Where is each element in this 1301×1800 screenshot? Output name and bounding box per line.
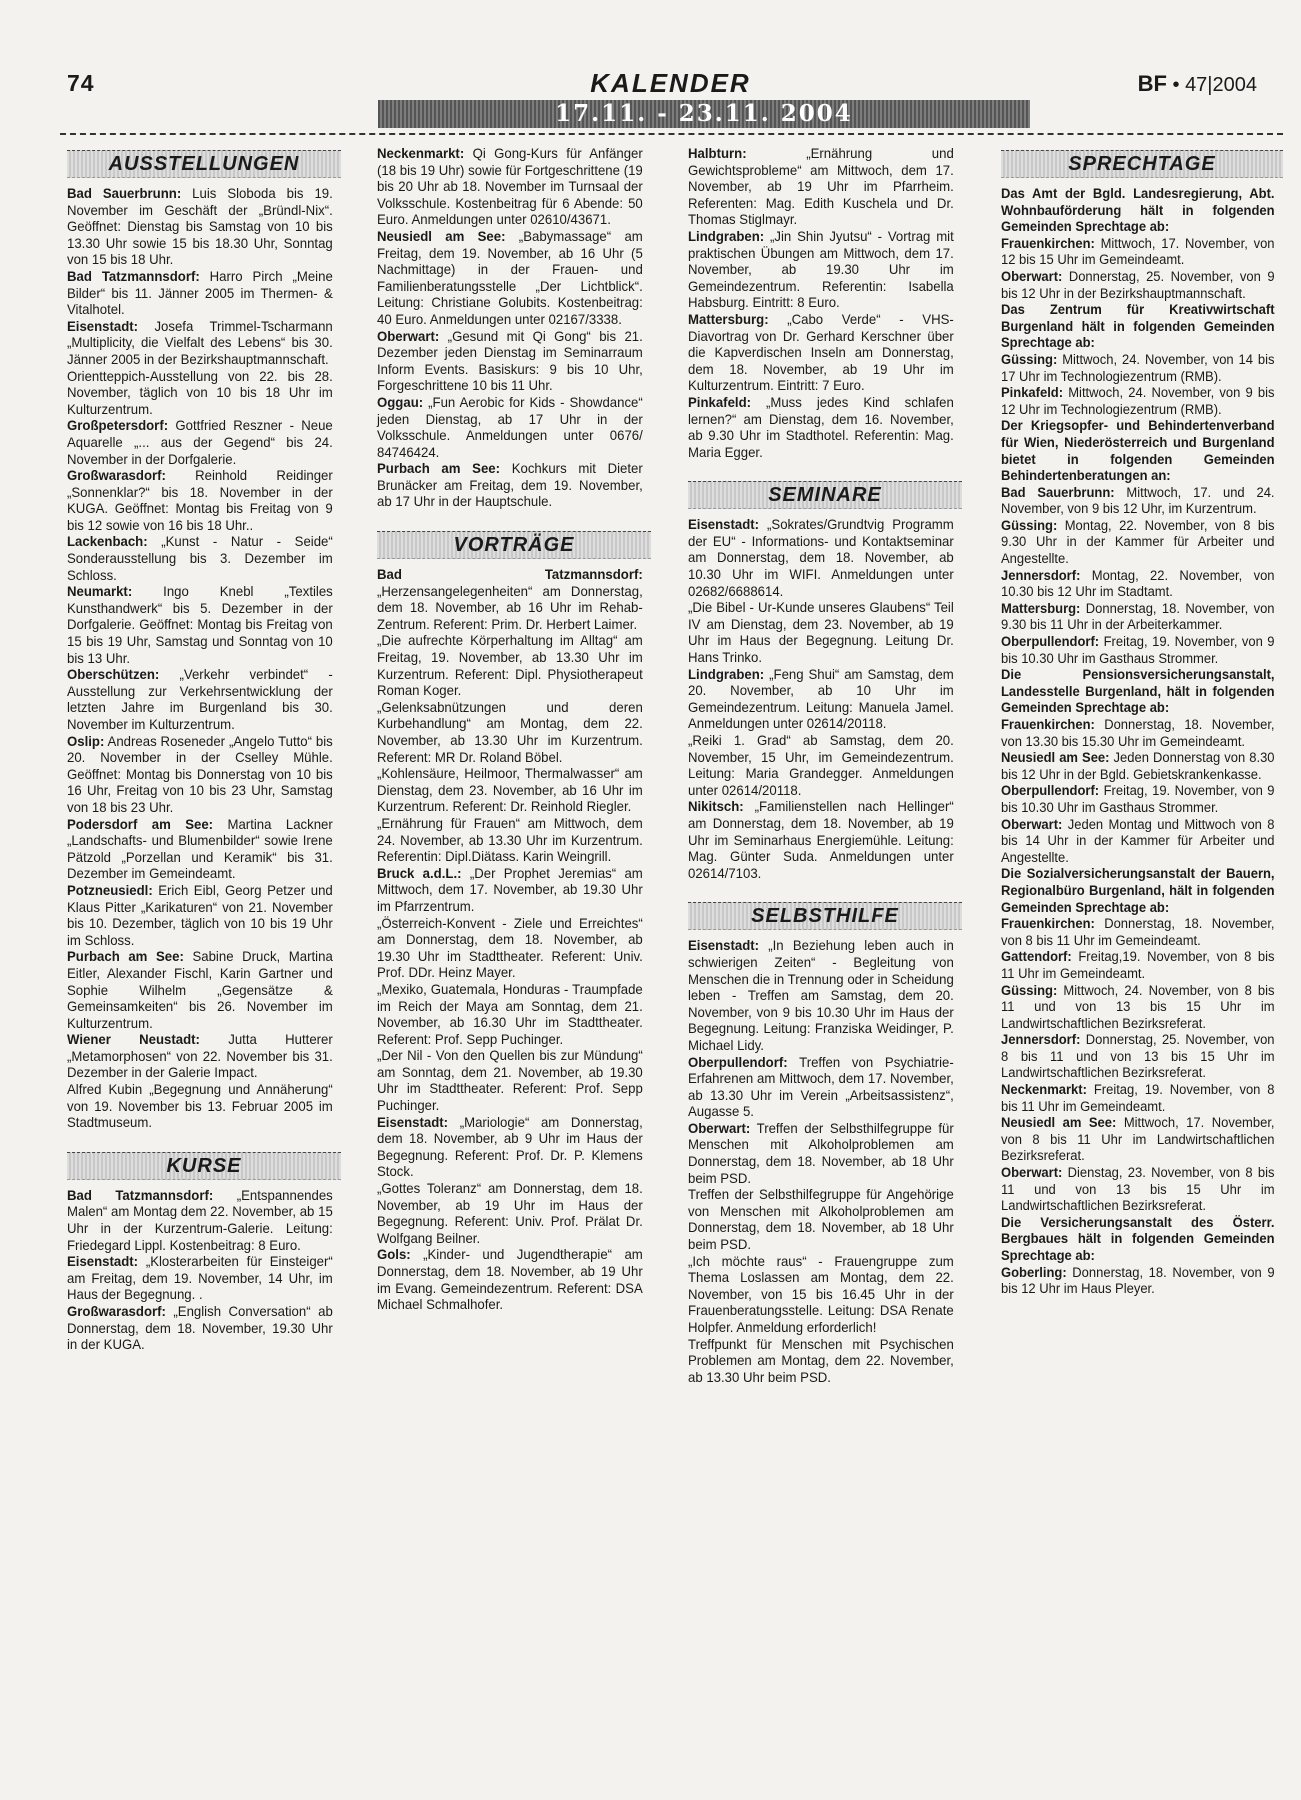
sprechtage-entry — [1001, 667, 1275, 717]
entry-place: Goberling: — [1001, 1264, 1067, 1280]
column-4 — [1001, 146, 1283, 1298]
entry-intro: Der Kriegsopfer- und Behindertenverband für Wien, Niederösterreich und Burgenland bietet in folgenden Gemeinden Behindertenberatungen an: — [1001, 418, 1275, 484]
entry-text: „Sokrates/Grundtvig Programm der EU“ - Informations- und Kontaktseminar am Donnerstag, dem 18. November, ab 10.30 Uhr im WIFI. Anmeldungen unter 02682/6688614. — [688, 517, 954, 599]
entry-place: Pinkafeld: — [1001, 385, 1064, 401]
vortraege-entry — [377, 700, 643, 766]
ausstellungen-entry — [67, 1032, 333, 1082]
selbsthilfe-entry — [688, 1187, 954, 1253]
vortraege-entry — [377, 982, 643, 1048]
entry-text: „Kinder- und Jugendtherapie“ am Donnerstag, dem 18. November, ab 19 Uhr im Evang. Gemeindezentrum. Referent: DSA Michael Schmalhofer. — [377, 1247, 643, 1313]
entry-text: Donnerstag, 18. November, von 9 bis 12 Uhr im Haus Pleyer. — [1001, 1264, 1275, 1297]
sprechtage-entry — [1001, 634, 1275, 667]
entry-text: Freitag, 19. November, von 9 bis 10.30 Uhr im Gasthaus Strommer. — [1001, 634, 1275, 666]
sprechtage-entry — [1001, 352, 1275, 385]
kurse-entry — [67, 1188, 333, 1254]
entry-text: Harro Pirch „Meine Bilder“ bis 11. Jänner 2005 im Thermen- & Vitalhotel. — [67, 268, 333, 318]
entry-place: Eisenstadt: — [688, 938, 760, 954]
entry-text: „Gottes Toleranz“ am Donnerstag, dem 18. November, ab 19 Uhr im Haus der Begegnung. Referent: Univ. Prof. Prälat Dr. Wolfgang Beilner. — [377, 1181, 643, 1246]
ausstellungen-entry — [67, 949, 333, 1032]
vortraege-entry — [377, 1247, 643, 1313]
entry-intro: Die Sozialversicherungsanstalt der Bauern, Regionalbüro Burgenland, hält in folgenden Gemeinden Sprechtage ab: — [1001, 866, 1275, 915]
sprechtage-entry — [1001, 983, 1275, 1033]
section-title-ausstellungen: AUSSTELLUNGEN — [67, 150, 341, 178]
vortraege-entry — [377, 1181, 643, 1247]
entry-place: Potzneusiedl: — [67, 882, 153, 898]
entry-place: Oberpullendorf: — [688, 1054, 788, 1070]
entry-place: Eisenstadt: — [377, 1114, 449, 1130]
entry-place: Lindgraben: — [688, 666, 765, 682]
kurse-entry — [377, 461, 643, 511]
entry-intro: Das Amt der Bgld. Landesregierung, Abt. Wohnbauförderung hält in folgenden Gemeinden Sprechtage ab: — [1001, 186, 1275, 235]
entry-place: Oberpullendorf: — [1001, 634, 1100, 650]
entry-place: Bad Tatzmannsdorf: — [377, 567, 643, 583]
entry-text: „Ich möchte raus“ - Frauengruppe zum Thema Loslassen am Montag, dem 22. November, von 15 bis 16.45 Uhr in der Frauenberatungsstelle. Leitung: DSA Renate Holpfer. Anmeldung erforderlich! — [688, 1253, 954, 1335]
entry-text: Mittwoch, 17. und 24. November, von 9 bis 12 Uhr, im Kurzentrum. — [1001, 484, 1275, 517]
ausstellungen-entry — [67, 667, 333, 733]
page-number: 74 — [67, 70, 95, 96]
entry-text: Gottfried Reszner - Neue Aquarelle „... aus der Gegend“ bis 24. November in der Dorfgalerie. — [67, 418, 333, 467]
vortraege-entry — [377, 816, 643, 866]
entry-place: Oberpullendorf: — [1001, 783, 1100, 799]
entry-text: Donnerstag, 25. November, von 8 bis 11 und von 13 bis 15 Uhr im Landwirtschaftlichen Bezirksreferat. — [1001, 1032, 1275, 1081]
column-1 — [67, 146, 341, 1354]
kurse-entry — [377, 395, 643, 461]
entry-text: „Feng Shui“ am Samstag, dem 20. November, ab 10 Uhr im Gemeindezentrum. Leitung: Manuela Jamel. Anmeldungen unter 02614/20118. — [688, 666, 954, 732]
entry-text: Treffen von Psychiatrie-Erfahrenen am Mittwoch, dem 17. November, ab 13.30 Uhr im Verein „Arbeitsassistenz“, Augasse 5. — [688, 1054, 954, 1120]
kurse-entry — [67, 1254, 333, 1304]
sprechtage-entry — [1001, 949, 1275, 982]
entry-text: Alfred Kubin „Begegnung und Annäherung“ von 19. November bis 13. Februar 2005 im Stadtmuseum. — [67, 1082, 333, 1131]
entry-text: „Mariologie“ am Donnerstag, dem 18. November, ab 9 Uhr im Haus der Begegnung. Referent: Prof. Dr. P. Klemens Stock. — [377, 1114, 643, 1180]
entry-text: „Die Bibel - Ur-Kunde unseres Glaubens“ Teil IV am Dienstag, dem 23. November, ab 19 Uhr im Haus der Begegnung. Leitung Dr. Hans Trinko. — [688, 600, 954, 666]
sprechtage-entry — [1001, 518, 1275, 568]
ausstellungen-entry — [67, 883, 333, 949]
section-gap — [67, 1132, 341, 1148]
entry-place: Purbach am See: — [377, 461, 501, 477]
section-title-selbsthilfe: SELBSTHILFE — [688, 902, 962, 930]
entry-place: Güssing: — [1001, 982, 1058, 998]
entry-text: „Entspannendes Malen“ am Montag dem 22. November, ab 15 Uhr in der Kurzentrum-Galerie. Leitung: Friedegard Lippl. Kostenbeitrag: 8 Euro. — [67, 1187, 333, 1253]
entry-place: Neckenmarkt: — [377, 146, 465, 161]
vortraege-entry — [377, 866, 643, 916]
entry-place: Güssing: — [1001, 351, 1058, 367]
sprechtage-entry — [1001, 717, 1275, 750]
entry-place: Oberwart: — [1001, 1165, 1063, 1181]
entry-intro: Die Versicherungsanstalt des Österr. Bergbaues hält in folgenden Gemeinden Sprechtage ab: — [1001, 1214, 1275, 1263]
ausstellungen-entry — [67, 584, 333, 667]
entry-place: Oggau: — [377, 394, 424, 410]
entry-place: Oberwart: — [1001, 268, 1063, 284]
entry-text: „Klosterarbeiten für Einsteiger“ am Freitag, dem 19. November, 14 Uhr, im Haus der Begegnung. . — [67, 1254, 333, 1303]
seminare-entry — [688, 667, 954, 733]
entry-place: Oberwart: — [688, 1120, 751, 1136]
entry-text: „Ernährung und Gewichtsprobleme“ am Mittwoch, dem 17. November, ab 19 Uhr im Pfarrheim. Referenten: Mag. Edith Kuschela und Dr. Thomas Stiglmayr. — [688, 146, 954, 228]
entry-text: „Muss jedes Kind schlafen lernen?“ am Dienstag, dem 16. November, ab 9.30 Uhr im Stadthotel. Referentin: Mag. Maria Egger. — [688, 394, 954, 460]
sprechtage-entry — [1001, 601, 1275, 634]
sprechtage-entry — [1001, 302, 1275, 352]
seminare-entry — [688, 799, 954, 882]
section-gap — [688, 882, 962, 898]
entry-text: Mittwoch, 17. November, von 12 bis 15 Uhr im Gemeindeamt. — [1001, 235, 1275, 268]
entry-text: Treffpunkt für Menschen mit Psychischen Problemen am Montag, dem 22. November, ab 13.30 Uhr beim PSD. — [688, 1336, 954, 1385]
entry-place: Großwarasdorf: — [67, 1304, 166, 1319]
sprechtage-entry — [1001, 866, 1275, 916]
entry-text: Donnerstag, 25. November, von 9 bis 12 Uhr in der Bezirkshauptmannschaft. — [1001, 268, 1275, 301]
vortraege-entry — [377, 567, 643, 633]
brand-logo: BF — [1137, 71, 1167, 96]
entry-text: Freitag,19. November, von 8 bis 11 Uhr im Gemeindeamt. — [1001, 949, 1275, 981]
entry-place: Jennersdorf: — [1001, 567, 1081, 583]
sprechtage-entry — [1001, 269, 1275, 302]
vortraege-entry — [377, 766, 643, 816]
entry-place: Bad Sauerbrunn: — [67, 186, 182, 201]
entry-text: Erich Eibl, Georg Petzer und Klaus Pitter „Karikaturen“ von 21. November bis 10. Dezember, täglich von 10 bis 19 Uhr im Schloss. — [67, 882, 333, 948]
entry-place: Eisenstadt: — [67, 318, 139, 334]
seminare-entry — [688, 517, 954, 600]
ausstellungen-entry — [67, 418, 333, 468]
entry-place: Bad Sauerbrunn: — [1001, 484, 1115, 500]
entry-text: „Der Nil - Von den Quellen bis zur Mündung“ am Sonntag, dem 21. November, ab 19.30 Uhr im Stadttheater. Referent: Prof. Sepp Puchinger. — [377, 1048, 643, 1114]
entry-place: Lackenbach: — [67, 534, 148, 550]
entry-place: Bad Tatzmannsdorf: — [67, 1187, 214, 1203]
entry-place: Eisenstadt: — [688, 517, 760, 533]
entry-text: „Jin Shin Jyutsu“ - Vortrag mit praktischen Übungen am Mittwoch, dem 17. November, ab 19.30 Uhr im Gemeindezentrum. Referentin: Isabella Habsburg. Eintritt: 8 Euro. — [688, 228, 954, 311]
ausstellungen-entry — [67, 319, 333, 369]
entry-intro: Die Pensionsversicherungsanstalt, Landesstelle Burgenland, hält in folgenden Gemeinden Sprechtage ab: — [1001, 667, 1275, 716]
sprechtage-entry — [1001, 817, 1275, 867]
entry-text: Mittwoch, 24. November, von 8 bis 11 und von 13 bis 15 Uhr im Landwirtschaftlichen Bezirksreferat. — [1001, 982, 1275, 1031]
entry-place: Frauenkirchen: — [1001, 235, 1095, 251]
entry-text: „Kohlensäure, Heilmoor, Thermalwasser“ am Dienstag, dem 23. November, ab 16 Uhr im Kurzentrum. Referent: Dr. Reinhold Riegler. — [377, 766, 643, 815]
ausstellungen-entry — [67, 468, 333, 534]
entry-place: Gols: — [377, 1247, 411, 1263]
entry-text: Treffen der Selbsthilfegruppe für Menschen mit Alkoholproblemen am Donnerstag, dem 18. November, ab 18 Uhr beim PSD. — [688, 1120, 954, 1186]
entry-place: Jennersdorf: — [1001, 1032, 1081, 1048]
entry-text: „Babymassage“ am Freitag, dem 19. November, ab 16 Uhr (5 Nachmittage) in der Frauen- und Familienberatungsstelle „Der Lichtblick“. Leitung: Christiane Golubits. Kostenbeitrag: 40 Euro. Anmeldungen unter 02167/3338. — [377, 228, 643, 327]
entry-place: Frauenkirchen: — [1001, 916, 1095, 932]
entry-text: „Österreich-Konvent - Ziele und Erreichtes“ am Donnerstag, dem 18. November, ab 19.30 Uhr im Stadttheater. Referent: Univ. Prof. DDr. Heinz Mayer. — [377, 915, 643, 981]
selbsthilfe-entry — [688, 938, 954, 1054]
sprechtage-entry — [1001, 418, 1275, 484]
entry-place: Güssing: — [1001, 517, 1058, 533]
sprechtage-entry — [1001, 750, 1275, 783]
entry-text: Ingo Knebl „Textiles Kunsthandwerk“ bis 5. Dezember in der Dorfgalerie. Geöffnet: Montag bis Freitag von 15 bis 19 Uhr, Samstag und Sonntag von 10 bis 13 Uhr. — [67, 584, 333, 666]
entry-text: Freitag, 19. November, von 9 bis 10.30 Uhr im Gasthaus Strommer. — [1001, 783, 1275, 815]
sprechtage-entry — [1001, 485, 1275, 518]
ausstellungen-entry — [67, 269, 333, 319]
entry-place: Oberschützen: — [67, 667, 160, 683]
ausstellungen-entry — [67, 186, 333, 269]
section-gap — [377, 511, 651, 527]
column-2 — [377, 146, 651, 1314]
kurse-entry — [377, 229, 643, 329]
entry-text: „Fun Aerobic for Kids - Showdance“ jeden Dienstag, ab 17 Uhr in der Volksschule. Anmeldungen unter 0676/ 84746424. — [377, 394, 643, 460]
ausstellungen-entry — [67, 817, 333, 883]
entry-place: Neumarkt: — [67, 584, 133, 600]
entry-text: „Ernährung für Frauen“ am Mittwoch, dem 24. November, ab 13.30 Uhr im Kurzentrum. Referentin: Dipl.Diätass. Karin Weingrill. — [377, 815, 643, 865]
entry-place: Oslip: — [67, 733, 105, 749]
selbsthilfe-entry — [688, 1121, 954, 1187]
vortraege-entry — [377, 1048, 643, 1114]
sprechtage-entry — [1001, 1032, 1275, 1082]
entry-text: „Gelenksabnützungen und deren Kurbehandlung“ am Montag, dem 22. November, ab 13.30 Uhr im Kurzentrum. Referent: MR Dr. Roland Böbel. — [377, 699, 643, 765]
entry-text: Jeden Donnerstag von 8.30 bis 12 Uhr in der Bgld. Gebietskrankenkasse. — [1001, 750, 1275, 782]
section-title-vortraege: VORTRÄGE — [377, 531, 651, 559]
selbsthilfe-entry — [688, 1055, 954, 1121]
entry-text: Qi Gong-Kurs für Anfänger (18 bis 19 Uhr) sowie für Fortgeschrittene (19 bis 20 Uhr ab 18. November im Turnsaal der Volksschule. Kostenbeitrag für 6 Abende: 50 Euro. Anmeldungen unter 02610/43671. — [377, 146, 643, 228]
entry-text: Montag, 22. November, von 8 bis 9.30 Uhr in der Kammer für Arbeiter und Angestellte. — [1001, 517, 1275, 567]
entry-text: Mittwoch, 24. November, von 9 bis 12 Uhr im Technologiezentrum (RMB). — [1001, 385, 1275, 417]
entry-text: „Mexiko, Guatemala, Honduras - Traumpfade im Reich der Maya am Sonntag, dem 21. November, ab 16.30 Uhr im Stadttheater. Referent: Prof. Sepp Puchinger. — [377, 981, 643, 1047]
entry-text: „In Beziehung leben auch in schwierigen Zeiten“ - Begleitung von Menschen die in Trennung oder in Scheidung leben - Treffen am Samstag, dem 20. November, von 9 bis 10.30 Uhr im Haus der Begegnung. Leitung: Franziska Weidinger, P. Michael Lidy. — [688, 938, 954, 1053]
entry-text: „Die aufrechte Körperhaltung im Alltag“ am Freitag, 19. November, ab 13.30 Uhr im Kurzentrum. Referent: Dipl. Physiotherapeut Roman Koger. — [377, 633, 643, 699]
entry-text: Andreas Roseneder „Angelo Tutto“ bis 20. November in der Cselley Mühle. Geöffnet: Montag bis Donnerstag von 10 bis 16 Uhr, Freitag von 10 bis 23 Uhr, Samstag von 18 bis 23 Uhr. — [67, 733, 333, 815]
entry-text: „Gesund mit Qi Gong“ bis 21. Dezember jeden Dienstag im Seminarraum Inform Events. Basiskurs: 9 bis 10 Uhr, Forgeschrittene 10 bis 11 Uhr. — [377, 328, 643, 394]
entry-text: Josefa Trimmel-Tscharmann „Multiplicity, die Vielfalt des Lebens“ bis 30. Jänner 2005 in der Bezirkshauptmannschaft. — [67, 318, 333, 367]
sprechtage-entry — [1001, 1165, 1275, 1215]
selbsthilfe-entry — [688, 1254, 954, 1337]
sprechtage-entry — [1001, 568, 1275, 601]
entry-text: Kochkurs mit Dieter Brunäcker am Freitag, dem 19. November, ab 17 Uhr in der Hauptschule. — [377, 461, 643, 510]
entry-text: Mittwoch, 24. November, von 14 bis 17 Uhr im Technologiezentrum (RMB). — [1001, 351, 1275, 384]
entry-text: „Kunst - Natur - Seide“ Sonderausstellung bis 3. Dezember im Schloss. — [67, 534, 333, 583]
entry-place: Neusiedl am See: — [1001, 750, 1110, 766]
vortraege-entry — [688, 229, 954, 312]
sprechtage-entry — [1001, 186, 1275, 236]
entry-text: Donnerstag, 18. November, von 13.30 bis 15.30 Uhr im Gemeindeamt. — [1001, 717, 1275, 749]
entry-place: Purbach am See: — [67, 949, 184, 965]
sprechtage-entry — [1001, 236, 1275, 269]
entry-text: Freitag, 19. November, von 8 bis 11 Uhr im Gemeindeamt. — [1001, 1082, 1275, 1114]
entry-text: Mittwoch, 17. November, von 8 bis 11 Uhr im Landwirtschaftlichen Bezirksreferat. — [1001, 1115, 1275, 1164]
entry-text: Jutta Hutterer „Metamorphosen“ von 22. November bis 31. Dezember in der Galerie Impact. — [67, 1032, 333, 1081]
vortraege-entry — [377, 916, 643, 982]
seminare-entry — [688, 733, 954, 799]
ausstellungen-entry — [67, 1082, 333, 1132]
section-title-seminare: SEMINARE — [688, 481, 962, 509]
page-header — [60, 62, 1281, 130]
entry-text: Montag, 22. November, von 10.30 bis 12 Uhr im Stadtamt. — [1001, 567, 1275, 600]
kurse-entry — [377, 329, 643, 395]
vortraege-entry — [377, 1115, 643, 1181]
entry-text: Dienstag, 23. November, von 8 bis 11 und von 13 bis 15 Uhr im Landwirtschaftlichen Bezirksreferat. — [1001, 1165, 1275, 1214]
entry-place: Gattendorf: — [1001, 949, 1072, 965]
entry-text: „Der Prophet Jeremias“ am Mittwoch, dem 17. November, ab 19.30 Uhr im Pfarrzentrum. — [377, 865, 643, 914]
ausstellungen-entry — [67, 734, 333, 817]
sprechtage-entry — [1001, 1115, 1275, 1165]
entry-text: Sabine Druck, Martina Eitler, Alexander Fischl, Karin Gartner und Sophie Wilhelm „Gegensätze & Gemeinsamkeiten“ bis 26. November im Kulturzentrum. — [67, 949, 333, 1031]
section-gap — [688, 461, 962, 477]
sprechtage-entry — [1001, 1215, 1275, 1265]
sprechtage-entry — [1001, 385, 1275, 418]
entry-place: Halbturn: — [688, 146, 747, 161]
entry-place: Großpetersdorf: — [67, 418, 169, 434]
entry-place: Eisenstadt: — [67, 1254, 139, 1270]
entry-text: Reinhold Reidinger „Sonnenklar?“ bis 18. November in der KUGA. Geöffnet: Montag bis Freitag von 9 bis 12 sowie von 16 bis 18 Uhr.. — [67, 468, 333, 533]
entry-place: Großwarasdorf: — [67, 468, 166, 484]
entry-text: „Reiki 1. Grad“ ab Samstag, dem 20. November, 15 Uhr, im Gemeindezentrum. Leitung: Maria Grandegger. Anmeldungen unter 02614/20118. — [688, 733, 954, 798]
sprechtage-entry — [1001, 783, 1275, 816]
issue-number: 47|2004 — [1185, 74, 1257, 96]
publication-brand: BF • 47|2004 — [1137, 71, 1257, 96]
entry-place: Wiener Neustadt: — [67, 1032, 200, 1048]
vortraege-entry — [688, 395, 954, 461]
entry-place: Mattersburg: — [1001, 600, 1081, 616]
entry-text: „English Conversation“ ab Donnerstag, dem 18. November, 19.30 Uhr in der KUGA. — [67, 1304, 333, 1353]
section-title-sprechtage: SPRECHTAGE — [1001, 150, 1283, 178]
entry-place: Lindgraben: — [688, 228, 765, 244]
entry-place: Neusiedl am See: — [377, 228, 506, 244]
vortraege-entry — [688, 312, 954, 395]
selbsthilfe-entry — [688, 1337, 954, 1387]
entry-text: Orientteppich-Ausstellung von 22. bis 28. November, täglich von 10 bis 18 Uhr im Kulturzentrum. — [67, 368, 333, 417]
entry-place: Neusiedl am See: — [1001, 1115, 1117, 1131]
entry-text: Martina Lackner „Landschafts- und Blumenbilder“ sowie Irene Pätzold „Porzellan und Keramik“ bis 31. Dezember im Gemeindeamt. — [67, 816, 333, 882]
entry-place: Pinkafeld: — [688, 394, 752, 410]
seminare-entry — [688, 600, 954, 666]
entry-place: Neckenmarkt: — [1001, 1082, 1087, 1098]
sprechtage-entry — [1001, 916, 1275, 949]
entry-text: „Verkehr verbindet“ - Ausstellung zur Verkehrsentwicklung der letzten Jahre im Burgenland bis 30. November im Kulturzentrum. — [67, 667, 333, 732]
entry-intro: Das Zentrum für Kreativwirtschaft Burgenland hält in folgenden Gemeinden Sprechtage ab: — [1001, 302, 1275, 351]
ausstellungen-entry — [67, 534, 333, 584]
entry-text: Donnerstag, 18. November, von 8 bis 11 Uhr im Gemeindeamt. — [1001, 916, 1275, 948]
entry-place: Nikitsch: — [688, 799, 744, 815]
entry-text: Treffen der Selbsthilfegruppe für Angehörige von Menschen mit Alkoholproblemen am Donnerstag, dem 18. November, ab 18 Uhr beim PSD. — [688, 1187, 954, 1253]
entry-text: „Familienstellen nach Hellinger“ am Donnerstag, dem 18. November, ab 19 Uhr im Seminarhaus Energiemühle. Leitung: Mag. Günter Suda. Anmeldungen unter 02614/7103. — [688, 799, 954, 881]
kurse-entry — [377, 146, 643, 229]
vortraege-entry — [688, 146, 954, 229]
entry-place: Oberwart: — [377, 328, 440, 344]
entry-text: Luis Sloboda bis 19. November im Geschäft der „Bründl-Nix“. Geöffnet: Dienstag bis Samstag von 10 bis 13.30 Uhr sowie 15 bis 18.30 Uhr, Sonntag von 15 bis 18 Uhr. — [67, 186, 333, 268]
entry-place: Bad Tatzmannsdorf: — [67, 268, 200, 284]
vortraege-entry — [377, 633, 643, 699]
ausstellungen-entry — [67, 369, 333, 419]
entry-place: Mattersburg: — [688, 311, 769, 327]
section-title-kurse: KURSE — [67, 1152, 341, 1180]
entry-text: „Cabo Verde“ - VHS-Diavortrag von Dr. Gerhard Kerschner über die Kapverdischen Inseln am Donnerstag, dem 18. November, ab 19 Uhr im Kulturzentrum. Eintritt: 7 Euro. — [688, 311, 954, 394]
sprechtage-entry — [1001, 1265, 1275, 1298]
date-range-banner: 17.11. - 23.11. 2004 — [378, 100, 1030, 128]
page-title: KALENDER — [590, 68, 751, 98]
entry-text: Jeden Montag und Mittwoch von 8 bis 14 Uhr in der Kammer für Arbeiter und Angestellte. — [1001, 816, 1275, 865]
entry-place: Frauenkirchen: — [1001, 717, 1095, 732]
header-divider — [60, 133, 1283, 135]
entry-place: Oberwart: — [1001, 816, 1063, 832]
column-3 — [688, 146, 962, 1386]
entry-text: „Herzensangelegenheiten“ am Donnerstag, dem 18. November, ab 16 Uhr im Rehab-Zentrum. Referent: Prim. Dr. Herbert Laimer. — [377, 583, 643, 632]
entry-place: Podersdorf am See: — [67, 816, 214, 832]
entry-place: Bruck a.d.L.: — [377, 865, 462, 881]
sprechtage-entry — [1001, 1082, 1275, 1115]
kurse-entry — [67, 1304, 333, 1354]
entry-text: Donnerstag, 18. November, von 9.30 bis 11 Uhr in der Arbeiterkammer. — [1001, 600, 1275, 633]
